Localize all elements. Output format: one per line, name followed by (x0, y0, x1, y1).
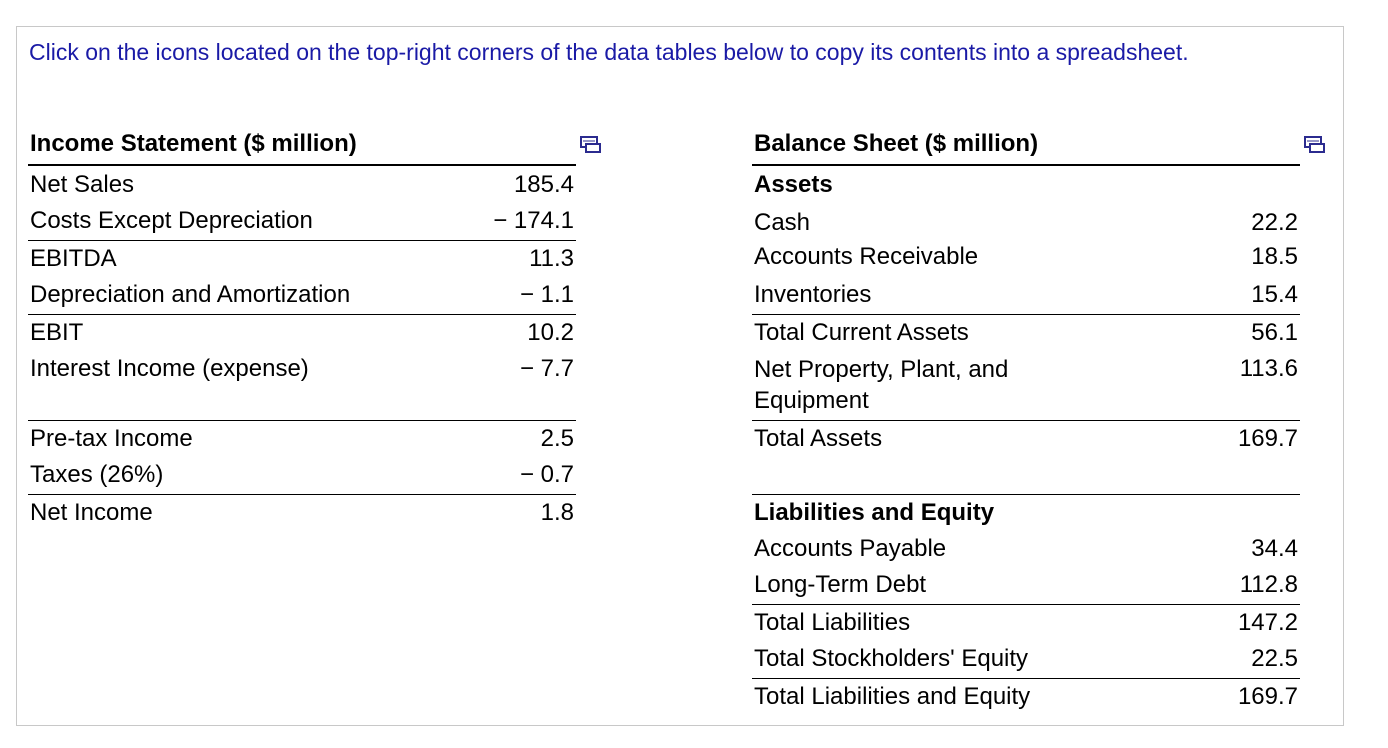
balance-sheet-table (752, 126, 1300, 726)
table-row (28, 241, 576, 277)
header-rule (28, 164, 576, 166)
row-label: EBIT (30, 319, 84, 346)
row-value: 56.1 (1251, 319, 1298, 346)
table-row (752, 205, 1300, 241)
instructions-text: Click on the icons located on the top-right corners of the data tables below to copy its contents into a spreadsheet. (29, 39, 1189, 65)
table-row (752, 315, 1300, 351)
row-value: 22.5 (1251, 645, 1298, 672)
row-value: 1.8 (540, 499, 574, 526)
income-statement-title: Income Statement ($ million) (30, 130, 357, 157)
balance-sheet-title: Balance Sheet ($ million) (754, 130, 1039, 157)
row-value: 15.4 (1251, 281, 1298, 308)
table-row (752, 641, 1300, 677)
row-label: Total Liabilities (754, 609, 911, 636)
row-value: − 174.1 (493, 207, 574, 234)
table-row (28, 495, 576, 531)
row-label: Costs Except Depreciation (30, 207, 313, 234)
row-value: 185.4 (513, 171, 574, 198)
row-value: 169.7 (1237, 683, 1298, 710)
row-value: 11.3 (529, 245, 574, 272)
row-value: 112.8 (1239, 571, 1298, 598)
table-row (752, 679, 1300, 715)
row-value: 18.5 (1251, 243, 1298, 270)
row-value: 113.6 (1239, 355, 1298, 382)
row-value: 169.7 (1237, 425, 1298, 452)
row-label: EBITDA (30, 245, 117, 272)
header-rule (752, 164, 1300, 166)
table-row (752, 239, 1300, 275)
row-value: 2.5 (540, 425, 574, 452)
row-label: Total Current Assets (754, 319, 969, 346)
row-value: 147.2 (1237, 609, 1298, 636)
row-label: Interest Income (expense) (30, 355, 309, 382)
table-row (28, 167, 576, 203)
table-row (28, 315, 576, 351)
table-row (28, 421, 576, 457)
assets-header: Assets (754, 171, 833, 198)
table-row (752, 277, 1300, 313)
row-label: Taxes (26%) (30, 461, 164, 488)
table-row (28, 457, 576, 493)
table-row (752, 567, 1300, 603)
row-label: Cash (754, 209, 811, 236)
row-label: Inventories (754, 281, 872, 308)
table-row (28, 203, 576, 239)
row-label: Depreciation and Amortization (30, 281, 351, 308)
row-label: Long-Term Debt (754, 571, 927, 598)
table-row (752, 605, 1300, 641)
income-statement-table (28, 126, 576, 546)
table-row (752, 421, 1300, 457)
row-label: Net Property, Plant, and Equipment (754, 356, 1009, 414)
row-label: Accounts Payable (754, 535, 947, 562)
liabilities-header: Liabilities and Equity (754, 499, 995, 526)
table-header-row (28, 126, 576, 162)
section-header-row (752, 495, 1300, 531)
row-value: − 0.7 (519, 461, 574, 488)
row-value: 10.2 (527, 319, 574, 346)
row-value: − 7.7 (519, 355, 574, 382)
table-header-row (752, 126, 1300, 162)
table-row (28, 277, 576, 313)
table-row (752, 351, 1300, 419)
row-value: − 1.1 (519, 281, 574, 308)
row-label: Total Assets (754, 425, 883, 452)
table-row (28, 351, 576, 387)
row-label: Total Liabilities and Equity (754, 683, 1031, 710)
row-label: Net Sales (30, 171, 135, 198)
copy-to-spreadsheet-icon[interactable] (580, 136, 602, 154)
row-label: Net Income (30, 499, 153, 526)
row-value: 34.4 (1251, 535, 1298, 562)
row-label: Accounts Receivable (754, 243, 979, 270)
row-value: 22.2 (1251, 209, 1298, 236)
section-header-row (752, 167, 1300, 203)
row-label: Pre-tax Income (30, 425, 193, 452)
row-label: Total Stockholders' Equity (754, 645, 1029, 672)
table-row (752, 531, 1300, 567)
copy-to-spreadsheet-icon[interactable] (1304, 136, 1326, 154)
